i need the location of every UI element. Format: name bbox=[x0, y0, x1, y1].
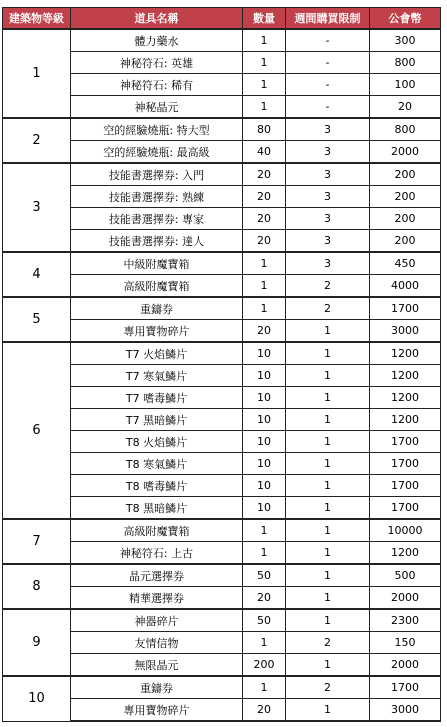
weekly-limit-cell: 1 bbox=[286, 654, 370, 677]
table-row bbox=[3, 564, 441, 587]
weekly-limit-cell: 1 bbox=[286, 609, 370, 632]
guild-coin-cell: 2000 bbox=[370, 654, 441, 677]
weekly-limit-cell: 2 bbox=[286, 297, 370, 320]
quantity-cell: 1 bbox=[243, 632, 286, 654]
item-name-cell: T8 火焰鱗片 bbox=[71, 431, 243, 453]
item-name-cell: 重鑄券 bbox=[71, 297, 243, 320]
guild-coin-cell: 800 bbox=[370, 118, 441, 141]
guild-coin-cell: 300 bbox=[370, 29, 441, 52]
table-row bbox=[3, 29, 441, 52]
header-weekly-limit: 週間購買限制 bbox=[286, 8, 370, 30]
building-level-cell: 1 bbox=[3, 29, 71, 118]
guild-coin-cell: 500 bbox=[370, 564, 441, 587]
guild-coin-cell: 1200 bbox=[370, 387, 441, 409]
guild-shop-table bbox=[2, 7, 441, 722]
quantity-cell: 1 bbox=[243, 252, 286, 275]
weekly-limit-cell: 2 bbox=[286, 632, 370, 654]
guild-coin-cell: 450 bbox=[370, 252, 441, 275]
guild-coin-cell: 3000 bbox=[370, 699, 441, 722]
item-name-cell: 技能書選擇券: 專家 bbox=[71, 208, 243, 230]
quantity-cell: 1 bbox=[243, 542, 286, 565]
item-name-cell: 神秘符石: 英雄 bbox=[71, 52, 243, 74]
weekly-limit-cell: 3 bbox=[286, 118, 370, 141]
weekly-limit-cell: 1 bbox=[286, 453, 370, 475]
table-row bbox=[3, 609, 441, 632]
building-level-cell: 9 bbox=[3, 609, 71, 676]
item-name-cell: 神秘符石: 上古 bbox=[71, 542, 243, 565]
item-name-cell: T7 寒氣鱗片 bbox=[71, 365, 243, 387]
weekly-limit-cell: 2 bbox=[286, 676, 370, 699]
weekly-limit-cell: 3 bbox=[286, 208, 370, 230]
weekly-limit-cell: 3 bbox=[286, 230, 370, 253]
item-name-cell: 中級附魔寶箱 bbox=[71, 252, 243, 275]
quantity-cell: 1 bbox=[243, 96, 286, 119]
item-name-cell: 技能書選擇券: 入門 bbox=[71, 163, 243, 186]
item-name-cell: 空的經驗燒瓶: 特大型 bbox=[71, 118, 243, 141]
guild-coin-cell: 4000 bbox=[370, 275, 441, 298]
guild-coin-cell: 200 bbox=[370, 208, 441, 230]
guild-coin-cell: 800 bbox=[370, 52, 441, 74]
weekly-limit-cell: - bbox=[286, 29, 370, 52]
guild-coin-cell: 200 bbox=[370, 186, 441, 208]
guild-coin-cell: 1200 bbox=[370, 365, 441, 387]
quantity-cell: 1 bbox=[243, 297, 286, 320]
item-name-cell: T7 火焰鱗片 bbox=[71, 342, 243, 365]
guild-coin-cell: 1200 bbox=[370, 409, 441, 431]
item-name-cell: 體力藥水 bbox=[71, 29, 243, 52]
quantity-cell: 10 bbox=[243, 387, 286, 409]
building-level-cell: 5 bbox=[3, 297, 71, 342]
header-quantity: 數量 bbox=[243, 8, 286, 30]
guild-coin-cell: 2300 bbox=[370, 609, 441, 632]
item-name-cell: T8 嗜毒鱗片 bbox=[71, 475, 243, 497]
weekly-limit-cell: 1 bbox=[286, 431, 370, 453]
guild-coin-cell: 100 bbox=[370, 74, 441, 96]
weekly-limit-cell: 1 bbox=[286, 699, 370, 722]
weekly-limit-cell: 1 bbox=[286, 387, 370, 409]
guild-coin-cell: 10000 bbox=[370, 519, 441, 542]
quantity-cell: 1 bbox=[243, 275, 286, 298]
quantity-cell: 200 bbox=[243, 654, 286, 677]
quantity-cell: 20 bbox=[243, 163, 286, 186]
weekly-limit-cell: 1 bbox=[286, 564, 370, 587]
guild-coin-cell: 1200 bbox=[370, 342, 441, 365]
item-name-cell: 無限晶元 bbox=[71, 654, 243, 677]
weekly-limit-cell: 1 bbox=[286, 409, 370, 431]
building-level-cell: 6 bbox=[3, 342, 71, 519]
weekly-limit-cell: 3 bbox=[286, 163, 370, 186]
item-name-cell: 晶元選擇券 bbox=[71, 564, 243, 587]
item-name-cell: 空的經驗燒瓶: 最高級 bbox=[71, 141, 243, 164]
quantity-cell: 1 bbox=[243, 519, 286, 542]
guild-coin-cell: 2000 bbox=[370, 141, 441, 164]
quantity-cell: 20 bbox=[243, 699, 286, 722]
guild-coin-cell: 1700 bbox=[370, 676, 441, 699]
table-body bbox=[3, 29, 441, 721]
building-level-cell: 8 bbox=[3, 564, 71, 609]
item-name-cell: 友情信物 bbox=[71, 632, 243, 654]
item-name-cell: 專用寶物碎片 bbox=[71, 320, 243, 343]
quantity-cell: 40 bbox=[243, 141, 286, 164]
weekly-limit-cell: 1 bbox=[286, 342, 370, 365]
quantity-cell: 80 bbox=[243, 118, 286, 141]
guild-coin-cell: 1700 bbox=[370, 475, 441, 497]
quantity-cell: 20 bbox=[243, 587, 286, 610]
item-name-cell: 神秘符石: 稀有 bbox=[71, 74, 243, 96]
building-level-cell: 7 bbox=[3, 519, 71, 564]
building-level-cell: 4 bbox=[3, 252, 71, 297]
weekly-limit-cell: 1 bbox=[286, 320, 370, 343]
weekly-limit-cell: 3 bbox=[286, 252, 370, 275]
item-name-cell: 專用寶物碎片 bbox=[71, 699, 243, 722]
header-item-name: 道具名稱 bbox=[71, 8, 243, 30]
quantity-cell: 20 bbox=[243, 320, 286, 343]
building-level-cell: 10 bbox=[3, 676, 71, 721]
guild-coin-cell: 150 bbox=[370, 632, 441, 654]
weekly-limit-cell: - bbox=[286, 52, 370, 74]
table-row bbox=[3, 519, 441, 542]
header-row bbox=[3, 8, 441, 30]
guild-coin-cell: 1700 bbox=[370, 297, 441, 320]
guild-coin-cell: 1700 bbox=[370, 497, 441, 520]
guild-coin-cell: 1700 bbox=[370, 453, 441, 475]
weekly-limit-cell: - bbox=[286, 74, 370, 96]
guild-coin-cell: 3000 bbox=[370, 320, 441, 343]
weekly-limit-cell: - bbox=[286, 96, 370, 119]
quantity-cell: 10 bbox=[243, 409, 286, 431]
table-row bbox=[3, 342, 441, 365]
header-building-level: 建築物等級 bbox=[3, 8, 71, 30]
quantity-cell: 10 bbox=[243, 431, 286, 453]
quantity-cell: 10 bbox=[243, 497, 286, 520]
weekly-limit-cell: 1 bbox=[286, 587, 370, 610]
quantity-cell: 1 bbox=[243, 74, 286, 96]
item-name-cell: T7 黑暗鱗片 bbox=[71, 409, 243, 431]
item-name-cell: 神器碎片 bbox=[71, 609, 243, 632]
table-row bbox=[3, 676, 441, 699]
item-name-cell: 神秘晶元 bbox=[71, 96, 243, 119]
building-level-cell: 3 bbox=[3, 163, 71, 252]
quantity-cell: 10 bbox=[243, 453, 286, 475]
item-name-cell: 精華選擇券 bbox=[71, 587, 243, 610]
quantity-cell: 10 bbox=[243, 342, 286, 365]
item-name-cell: 高級附魔寶箱 bbox=[71, 519, 243, 542]
guild-coin-cell: 20 bbox=[370, 96, 441, 119]
quantity-cell: 10 bbox=[243, 475, 286, 497]
guild-coin-cell: 1700 bbox=[370, 431, 441, 453]
quantity-cell: 10 bbox=[243, 365, 286, 387]
header-guild-coin: 公會幣 bbox=[370, 8, 441, 30]
item-name-cell: 高級附魔寶箱 bbox=[71, 275, 243, 298]
quantity-cell: 50 bbox=[243, 564, 286, 587]
quantity-cell: 20 bbox=[243, 208, 286, 230]
guild-coin-cell: 2000 bbox=[370, 587, 441, 610]
guild-coin-cell: 200 bbox=[370, 163, 441, 186]
weekly-limit-cell: 1 bbox=[286, 365, 370, 387]
weekly-limit-cell: 3 bbox=[286, 186, 370, 208]
weekly-limit-cell: 3 bbox=[286, 141, 370, 164]
table-row bbox=[3, 163, 441, 186]
building-level-cell: 2 bbox=[3, 118, 71, 163]
item-name-cell: 技能書選擇券: 達人 bbox=[71, 230, 243, 253]
quantity-cell: 50 bbox=[243, 609, 286, 632]
guild-coin-cell: 1200 bbox=[370, 542, 441, 565]
quantity-cell: 20 bbox=[243, 186, 286, 208]
item-name-cell: 重鑄券 bbox=[71, 676, 243, 699]
guild-coin-cell: 200 bbox=[370, 230, 441, 253]
item-name-cell: T8 寒氣鱗片 bbox=[71, 453, 243, 475]
weekly-limit-cell: 1 bbox=[286, 519, 370, 542]
item-name-cell: 技能書選擇券: 熟練 bbox=[71, 186, 243, 208]
weekly-limit-cell: 1 bbox=[286, 497, 370, 520]
table-row bbox=[3, 252, 441, 275]
table-row bbox=[3, 118, 441, 141]
table-row bbox=[3, 297, 441, 320]
item-name-cell: T8 黑暗鱗片 bbox=[71, 497, 243, 520]
quantity-cell: 1 bbox=[243, 52, 286, 74]
quantity-cell: 1 bbox=[243, 29, 286, 52]
quantity-cell: 1 bbox=[243, 676, 286, 699]
weekly-limit-cell: 2 bbox=[286, 275, 370, 298]
weekly-limit-cell: 1 bbox=[286, 542, 370, 565]
weekly-limit-cell: 1 bbox=[286, 475, 370, 497]
quantity-cell: 20 bbox=[243, 230, 286, 253]
item-name-cell: T7 嗜毒鱗片 bbox=[71, 387, 243, 409]
